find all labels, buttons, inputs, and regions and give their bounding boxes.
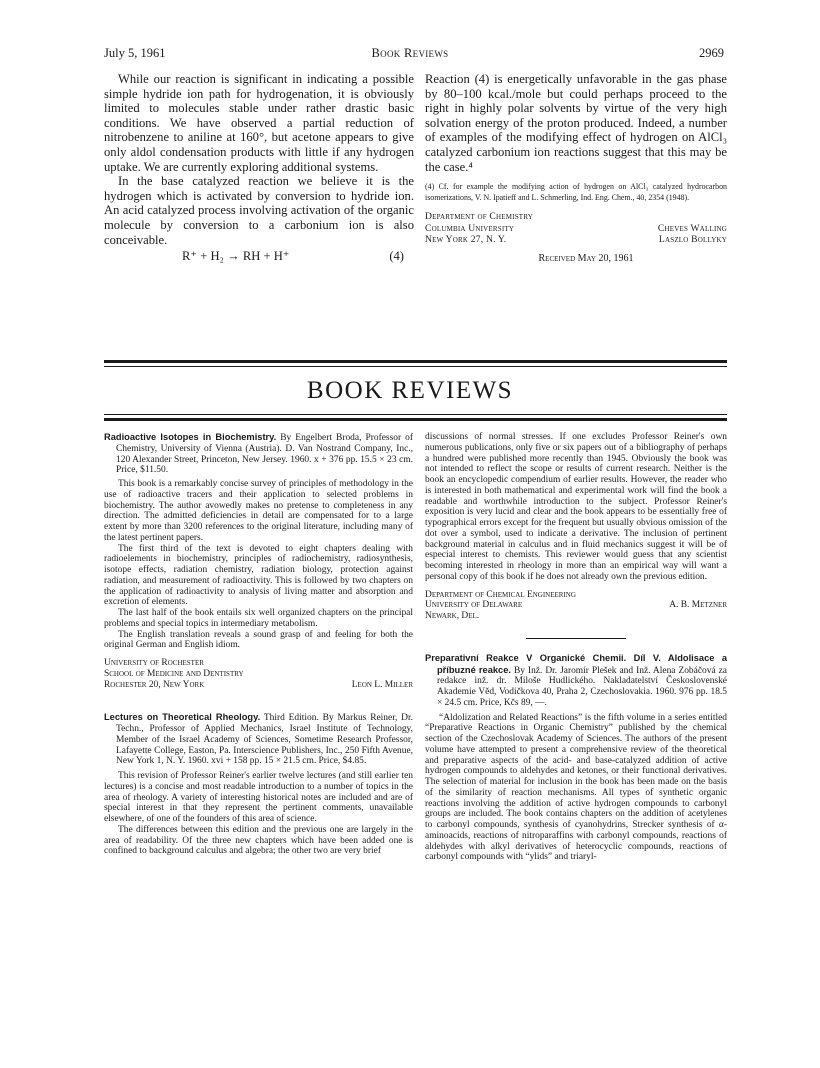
affiliation-department: Department of Chemistry — [425, 211, 534, 223]
review-paragraph: The first third of the text is devoted to eight chapters dealing with radioelements in biochemistry, principles of radiochemistry, radiosynthesis, isotope effects, radiation chemistry, radiation biology, protection against radiation, and measurement of radioactivity. This is followed by two chapters on the application of radioactivity to analysis of living matter and absorption and excretion of elements. — [104, 543, 413, 608]
affiliation-line: University of Rochester — [104, 658, 204, 668]
review-citation — [104, 432, 413, 476]
review-paragraph: “Aldolization and Related Reactions” is the fifth volume in a series entitled “Preparative Reactions in Organic Chemistry” published by the chemical section of the Czechoslovak Academy of Sciences. The authors of the present volume have attempted to present a comprehensive review of the theoretical and preparative aspects of the acid- and base-catalyzed addition of active hydrogen compounds to aldehydes and ketones, or their functional derivatives. The selection of material for inclusion in the book has been made on the basis of the similarity of reaction mechanisms. All types of synthetic organic reactions involving the addition of active hydrogen compounds to carbonyl groups are included. The book contains chapters on the addition of acetylenes to carbonyl compounds, synthesis of cyanohydrins, Strecker synthesis of α-aminoacids, reactions of nitroparaffins with carbonyl compounds, reactions of aldehydes with alkyl derivatives of heterocyclic compounds, reactions of carbonyl compounds with “ylids” and triaryl- — [425, 712, 727, 863]
top-right-column — [425, 72, 727, 266]
affiliation-line: University of Delaware — [425, 600, 523, 611]
divider-rule — [104, 418, 727, 421]
affiliation-line: Department of Chemical Engineering — [425, 589, 576, 600]
section-title: BOOK REVIEWS — [306, 377, 514, 404]
affiliation-line: Newark, Del. — [425, 611, 480, 621]
review-separator — [526, 638, 626, 639]
body-paragraph: Reaction (4) is energetically unfavorable in the gas phase by 80–100 kcal./mole but could perhaps proceed to the right in highly polar solvents by virtue of the very high solvation energy of the proton produced. Indeed, a number of examples of the modifying effect of hydrogen on AlCl₃ catalyzed carbonium ion reactions suggest that this may be the case.⁴ — [425, 72, 727, 174]
received-date: Received May 20, 1961 — [538, 252, 634, 264]
citation-details: By Engelbert Broda, Professor of Chemistry, University of Vienna (Austria). D. Van Nostrand Company, Inc., 120 Alexander Street, Princeton, New Jersey. 1960. x + 376 pp. 15.5 × 23 cm. Price, $11.50. — [116, 433, 414, 476]
affiliation-line: School of Medicine and Dentistry — [104, 668, 244, 679]
divider-rule — [104, 414, 727, 415]
reviews-left-column — [104, 432, 413, 857]
equation-text: R⁺ + H₂ → RH + H⁺ — [182, 249, 290, 264]
author-name: Cheves Walling — [657, 222, 727, 234]
top-left-column — [104, 72, 414, 264]
affiliation-university: Columbia University — [425, 222, 515, 234]
author-affiliation — [425, 211, 727, 245]
header-date: July 5, 1961 — [104, 46, 166, 60]
citation-details: By Inž. Dr. Jaromír Plešek and Inž. Alena Zobáčová za redakce inž. dr. Miloše Hudlického. Nakladatelství Československé Akademie Věd, Vodičkova 40, Praha 2, Czechoslovakia. 1960. 976 pp. 18.5 × 24.5 cm. Price, Kčs 89, —. — [437, 665, 727, 708]
author-name: Laszlo Bollyky — [658, 234, 727, 246]
review-paragraph: discussions of normal stresses. If one excludes Professor Reiner's own numerous publications, only five or six papers out of a bibliography of perhaps a hundred were published more recently than 1945. Obviously the book was not intended to reflect the scope or results of current research. Neither is the book an encyclopedic compendium of earlier results. However, the reader who is interested in both mathematical and experimental work will find the book a readable and worthwhile introduction to the subject. Professor Reiner's exposition is very lucid and clear and the book appears to be essentially free of typographical errors except for the frequent but usually obvious omission of the dot over a symbol, used to indicate a derivative. The inclusion of pertinent background material in calculus and in fluid mechanics suggest it will be of especial interest to chemists. This reviewer would guess that any scientist becoming interested in rheology in more than an empirical way will want a personal copy of this book if he does not already own the previous edition. — [425, 432, 727, 582]
reviewer-affiliation — [425, 590, 727, 622]
review-citation — [104, 712, 413, 767]
divider-rule — [104, 366, 727, 367]
header-section: Book Reviews — [371, 46, 449, 60]
review-paragraph: The last half of the book entails six well organized chapters on the principal problems and special topics in intermediary metabolism. — [104, 608, 413, 629]
review-paragraph: This book is a remarkably concise survey of principles of methodology in the use of radioactive tracers and their application to selected problems in biochemistry. The author avowedly makes no pretense to completeness in any direction. The admitted deficiencies in detail are compensated for to a large extent by more than 3200 references to the original literature, including many of the latest pertinent papers. — [104, 479, 413, 543]
body-paragraph: While our reaction is significant in indicating a possible simple hydride ion path for hydrogenation, it is obviously limited to molecules stable under rather drastic basic conditions. We have observed a partial reduction of nitrobenzene to aniline at 160°, but acetone appears to give only aldol condensation products with little if any hydrogen uptake. We are currently exploring additional systems. — [104, 72, 414, 174]
reviewer-name: A. B. Metzner — [669, 600, 727, 611]
equation — [104, 247, 414, 264]
book-title: Radioactive Isotopes in Biochemistry. — [104, 432, 277, 442]
footnote: (4) Cf. for example the modifying action of hydrogen on AlCl₃ catalyzed hydrocarbon isomerizations, V. N. Ipatieff and L. Schmerling, Ind. Eng. Chem., 40, 2354 (1948). — [425, 182, 727, 202]
reviewer-name: Leon L. Miller — [351, 679, 413, 690]
equation-number: (4) — [389, 249, 404, 264]
body-paragraph: In the base catalyzed reaction we believe it is the hydrogen which is activated by conversion to hydride ion. An acid catalyzed process involving activation of the organic molecule by conversion to a carbonium ion is also conceivable. — [104, 174, 414, 247]
affiliation-line: Rochester 20, New York — [104, 679, 205, 690]
citation-details: Third Edition. By Markus Reiner, Dr. Techn., Professor of Applied Mechanics, Israel Institute of Technology, Member of the Israel Academy of Sciences, Sometime Research Professor, Lafayette College, Easton, Pa. Interscience Publishers, Inc., 250 Fifth Avenue, New York 1, N. Y. 1960. xvi + 158 pp. 15 × 21.5 cm. Price, $4.85. — [116, 713, 413, 767]
review-citation — [425, 653, 727, 709]
reviewer-affiliation — [104, 658, 413, 690]
book-title: Preparativní Reakce V Organické Chemii. Díl V. Aldolisace a příbuzné reakce. — [425, 652, 727, 675]
review-paragraph: The English translation reveals a sound grasp of and feeling for both the original German and English idiom. — [104, 629, 413, 651]
review-paragraph: This revision of Professor Reiner's earlier twelve lectures (and still earlier ten lectures) is a concise and most readable introduction to a number of topics in the area of rheology. A variety of interesting historical notes are included and are of special interest in that they represent the pertinent comments, unavailable elsewhere, of one of the founders of this area of science. — [104, 771, 413, 824]
header-page-number: 2969 — [699, 46, 724, 60]
divider-rule — [104, 360, 727, 363]
review-paragraph: The differences between this edition and the previous one are largely in the area of readability. Of the three new chapters which have been added one is confined to background calculus and algebra; the other two are very brief — [104, 824, 413, 857]
book-title: Lectures on Theoretical Rheology. — [104, 712, 261, 723]
reviews-right-column — [425, 432, 727, 863]
affiliation-city: New York 27, N. Y. — [425, 234, 507, 246]
